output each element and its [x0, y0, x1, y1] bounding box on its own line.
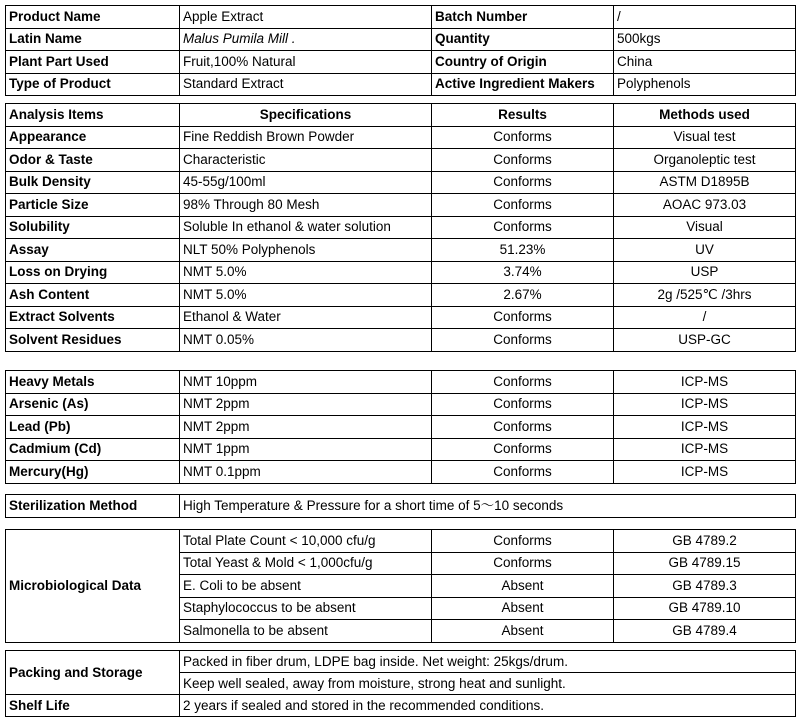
result: 51.23%	[432, 239, 614, 262]
specification: NMT 0.1ppm	[180, 461, 432, 484]
sterilization-table	[5, 494, 796, 518]
result: Conforms	[432, 149, 614, 172]
specification: NMT 5.0%	[180, 284, 432, 307]
analysis-item: Odor & Taste	[6, 149, 180, 172]
result: 3.74%	[432, 261, 614, 284]
shelf-life-value: 2 years if sealed and stored in the recommended conditions.	[180, 695, 796, 717]
specification: Fine Reddish Brown Powder	[180, 126, 432, 149]
specification: NMT 10ppm	[180, 371, 432, 394]
table-row	[6, 329, 796, 352]
method: USP	[614, 261, 796, 284]
specification: Total Plate Count < 10,000 cfu/g	[180, 530, 432, 553]
analysis-item: Loss on Drying	[6, 261, 180, 284]
analysis-item: Bulk Density	[6, 171, 180, 194]
specification: Total Yeast & Mold < 1,000cfu/g	[180, 552, 432, 575]
table-row	[6, 216, 796, 239]
specification: Salmonella to be absent	[180, 620, 432, 643]
col-header-specifications: Specifications	[180, 104, 432, 127]
analysis-item: Ash Content	[6, 284, 180, 307]
info-value: Fruit,100% Natural	[180, 51, 432, 74]
analysis-item: Particle Size	[6, 194, 180, 217]
result: Conforms	[432, 306, 614, 329]
result: Conforms	[432, 438, 614, 461]
table-row	[6, 239, 796, 262]
specification: NMT 2ppm	[180, 416, 432, 439]
method: GB 4789.10	[614, 597, 796, 620]
analysis-item: Solubility	[6, 216, 180, 239]
shelf-life-label: Shelf Life	[6, 695, 180, 717]
heavy-metals-table	[5, 370, 796, 484]
info-row	[6, 6, 796, 29]
sterilization-value: High Temperature & Pressure for a short time of 5～10 seconds	[180, 495, 796, 518]
microbiological-table	[5, 529, 796, 643]
table-row	[6, 171, 796, 194]
info-label: Plant Part Used	[6, 51, 180, 74]
specification: 98% Through 80 Mesh	[180, 194, 432, 217]
method: Visual	[614, 216, 796, 239]
result: Conforms	[432, 416, 614, 439]
shelf-life-row	[6, 695, 796, 717]
table-row	[6, 371, 796, 394]
method: ICP-MS	[614, 393, 796, 416]
specification: 45-55g/100ml	[180, 171, 432, 194]
result: Conforms	[432, 461, 614, 484]
result: Absent	[432, 575, 614, 598]
info-row	[6, 73, 796, 96]
packing-label: Packing and Storage	[6, 651, 180, 695]
info-label: Active Ingredient Makers	[432, 73, 614, 96]
table-row	[6, 530, 796, 553]
result: Conforms	[432, 393, 614, 416]
info-value: Apple Extract	[180, 6, 432, 29]
table-row	[6, 306, 796, 329]
result: Absent	[432, 620, 614, 643]
col-header-analysis-items: Analysis Items	[6, 104, 180, 127]
method: Organoleptic test	[614, 149, 796, 172]
method: ICP-MS	[614, 461, 796, 484]
analysis-item: Lead (Pb)	[6, 416, 180, 439]
analysis-item: Mercury(Hg)	[6, 461, 180, 484]
packing-row-1	[6, 651, 796, 673]
table-row	[6, 438, 796, 461]
method: ICP-MS	[614, 438, 796, 461]
result: Conforms	[432, 216, 614, 239]
specification: NLT 50% Polyphenols	[180, 239, 432, 262]
info-value: China	[614, 51, 796, 74]
table-row	[6, 416, 796, 439]
method: /	[614, 306, 796, 329]
method: 2g /525℃ /3hrs	[614, 284, 796, 307]
sterilization-label: Sterilization Method	[6, 495, 180, 518]
specification: Ethanol & Water	[180, 306, 432, 329]
microbiological-label: Microbiological Data	[6, 530, 180, 643]
method: ICP-MS	[614, 416, 796, 439]
specification: NMT 2ppm	[180, 393, 432, 416]
table-row	[6, 284, 796, 307]
info-value: Standard Extract	[180, 73, 432, 96]
table-row	[6, 126, 796, 149]
result: Conforms	[432, 371, 614, 394]
info-value: 500kgs	[614, 28, 796, 51]
table-row	[6, 393, 796, 416]
info-label: Quantity	[432, 28, 614, 51]
method: ASTM D1895B	[614, 171, 796, 194]
product-info-table	[5, 5, 796, 96]
packing-line-1: Packed in fiber drum, LDPE bag inside. Net weight: 25kgs/drum.	[180, 651, 796, 673]
info-value: /	[614, 6, 796, 29]
analysis-item: Solvent Residues	[6, 329, 180, 352]
method: AOAC 973.03	[614, 194, 796, 217]
method: GB 4789.2	[614, 530, 796, 553]
col-header-results: Results	[432, 104, 614, 127]
info-label: Country of Origin	[432, 51, 614, 74]
specification: Staphylococcus to be absent	[180, 597, 432, 620]
packing-line-2: Keep well sealed, away from moisture, strong heat and sunlight.	[180, 673, 796, 695]
method: GB 4789.3	[614, 575, 796, 598]
method: USP-GC	[614, 329, 796, 352]
result: Conforms	[432, 194, 614, 217]
result: Conforms	[432, 329, 614, 352]
specification: NMT 0.05%	[180, 329, 432, 352]
info-value: Malus Pumila Mill .	[180, 28, 432, 51]
table-row	[6, 261, 796, 284]
info-label: Latin Name	[6, 28, 180, 51]
analysis-item: Appearance	[6, 126, 180, 149]
info-row	[6, 51, 796, 74]
result: Conforms	[432, 171, 614, 194]
info-label: Type of Product	[6, 73, 180, 96]
result: Conforms	[432, 126, 614, 149]
method: GB 4789.15	[614, 552, 796, 575]
result: Absent	[432, 597, 614, 620]
info-value: Polyphenols	[614, 73, 796, 96]
analysis-table	[5, 103, 796, 352]
specification: NMT 5.0%	[180, 261, 432, 284]
specification: NMT 1ppm	[180, 438, 432, 461]
sterilization-row	[6, 495, 796, 518]
table-row	[6, 149, 796, 172]
method: UV	[614, 239, 796, 262]
analysis-item: Heavy Metals	[6, 371, 180, 394]
result: 2.67%	[432, 284, 614, 307]
specification: E. Coli to be absent	[180, 575, 432, 598]
analysis-item: Arsenic (As)	[6, 393, 180, 416]
info-row	[6, 28, 796, 51]
method: GB 4789.4	[614, 620, 796, 643]
analysis-item: Extract Solvents	[6, 306, 180, 329]
table-row	[6, 461, 796, 484]
info-label: Product Name	[6, 6, 180, 29]
analysis-item: Cadmium (Cd)	[6, 438, 180, 461]
info-label: Batch Number	[432, 6, 614, 29]
method: ICP-MS	[614, 371, 796, 394]
result: Conforms	[432, 530, 614, 553]
specification: Soluble In ethanol & water solution	[180, 216, 432, 239]
specification: Characteristic	[180, 149, 432, 172]
table-row	[6, 194, 796, 217]
packing-table	[5, 650, 796, 717]
col-header-methods: Methods used	[614, 104, 796, 127]
method: Visual test	[614, 126, 796, 149]
analysis-header-row	[6, 104, 796, 127]
result: Conforms	[432, 552, 614, 575]
analysis-item: Assay	[6, 239, 180, 262]
